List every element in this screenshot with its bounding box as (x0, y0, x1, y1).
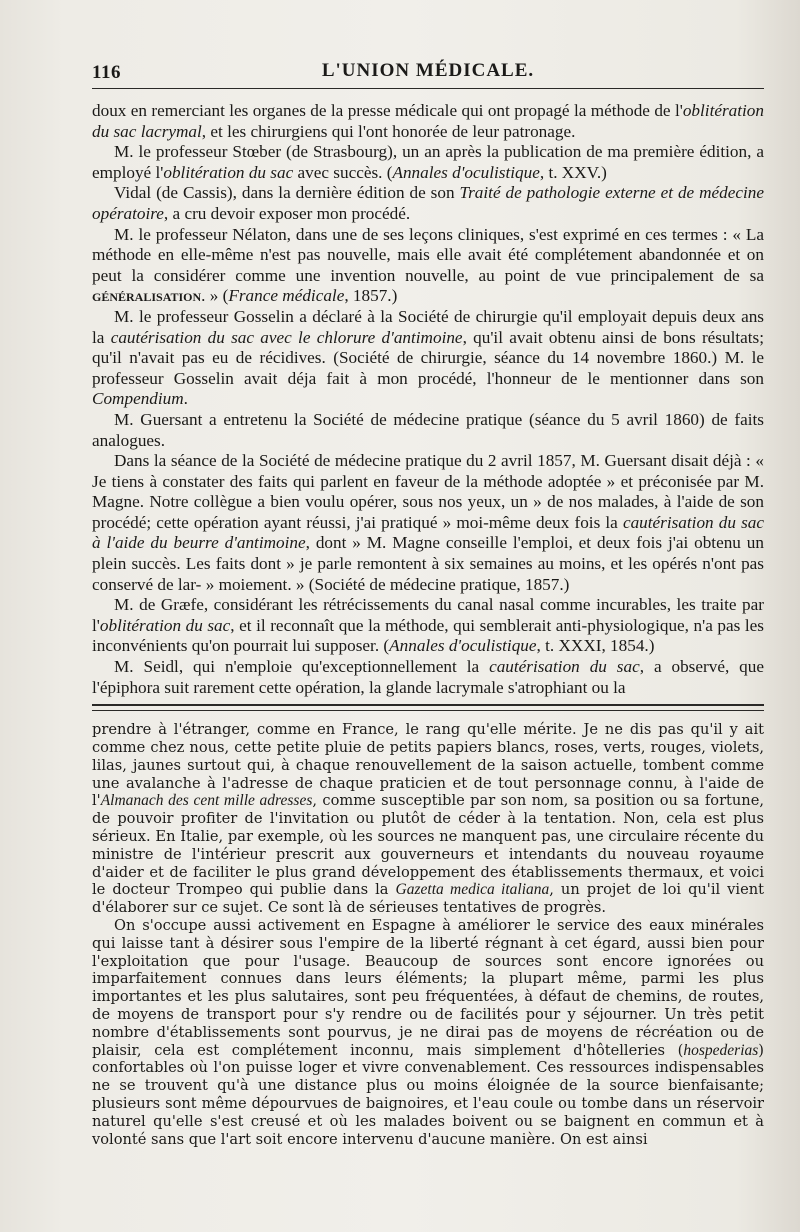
italic-term: hospederias (683, 1041, 759, 1059)
paragraph: M. Guersant a entretenu la Société de médecine pratique (séance du 5 avril 1860) de faits analogues. (92, 409, 764, 450)
paragraph: doux en remerciant les organes de la presse médicale qui ont propagé la méthode de l'oblitération du sac lacrymal, et les chirurgiens qui l'ont honorée de leur patronage. (92, 101, 764, 141)
italic-term: cautérisation du sac avec le chlorure d'antimoine (110, 327, 463, 347)
page-header (92, 58, 764, 89)
citation-title: France médicale (228, 286, 345, 306)
main-article (92, 101, 764, 698)
citation-title: Annales d'oculistique (389, 636, 537, 656)
feuilleton-divider (92, 704, 764, 711)
paragraph: M. de Græfe, considérant les rétrécissements du canal nasal comme incurables, les traite par l'oblitération du sac, et il reconnaît que la méthode, qui semblerait anti-physiologique, n'a pas les inconvénients qu'on pourrait lui supposer. (Annales d'oculistique, t. XXXI, 1854.) (92, 595, 764, 656)
italic-term: cautérisation du sac à l'aide du beurre d'antimoine (92, 512, 765, 553)
paragraph: Vidal (de Cassis), dans la dernière édition de son Traité de pathologie externe et de médecine opératoire, a cru devoir exposer mon procédé. (92, 183, 764, 223)
feuilleton-section (92, 721, 764, 1148)
italic-term: cautérisation du sac (489, 657, 640, 677)
italic-term: Almanach des cent mille adresses (100, 792, 313, 810)
paragraph: Dans la séance de la Société de médecine pratique du 2 avril 1857, M. Guersant disait déjà : « Je tiens à constater des faits qui parlent en faveur de la méthode adoptée » et préconisée par M. Magne. Notre collègue a bien voulu opérer, sous nos yeux, un » de nos malades, à l'aide de son procédé; cette opération ayant réussi, j'ai pratiqué » moi-même deux fois la cautérisation du sac à l'aide du beurre d'antimoine, dont » M. Magne conseille l'emploi, et deux fois j'ai obtenu un plein succès. Les faits dont » je parle remontent à six semaines au moins, et les opérés n'ont pas conservé de lar- » moiement. » (Société de médecine pratique, 1857.) (92, 451, 765, 594)
paragraph: M. Seidl, qui n'emploie qu'exceptionnellement la cautérisation du sac, a observé, que l'épiphora suit rarement cette opération, la glande lacrymale s'atrophiant ou la (92, 657, 764, 697)
citation-title: Annales d'oculistique (392, 162, 540, 182)
running-title: L'UNION MÉDICALE. (321, 60, 535, 81)
paragraph: M. le professeur Nélaton, dans une de ses leçons cliniques, s'est exprimé en ces termes : « La méthode en elle-même n'est pas nouvelle, mais elle avait été complétement abandonnée et on peut la considérer comme une invention nouvelle, au point de vue principalement de sa généralisation. » (France médicale, 1857.) (92, 224, 764, 306)
citation-title: Compendium (92, 389, 184, 409)
italic-term: oblitération du sac lacrymal (92, 101, 764, 141)
italic-term: oblitération du sac (99, 615, 231, 635)
paragraph: prendre à l'étranger, comme en France, le rang qu'elle mérite. Je ne dis pas qu'il y ait comme chez nous, cette petite pluie de petits papiers blancs, roses, verts, rouges, violets, lilas, jaunes surtout qui, à chaque renouvellement de la saison actuelle, tombent comme une avalanche à l'adresse de chaque praticien et de tout personnage connu, à l'aide de l'Almanach des cent mille adresses, comme susceptible par son nom, sa position ou sa fortune, de pouvoir profiter de l'invitation ou plutôt de céder à la tentation. Non, cela est plus sérieux. En Italie, par exemple, où les sources ne manquent pas, une circulaire récente du ministre de l'intérieur prescrit aux gouverneurs et intendants du nouveau royaume d'aider et de faciliter le plus grand développement des établissements thermaux, et voici le docteur Trompeo qui publie dans la Gazetta medica italiana, un projet de loi qu'il vient d'élaborer sur ce sujet. Ce sont là de sérieuses tentatives de progrès. (92, 721, 764, 917)
paragraph: M. le professeur Gosselin a déclaré à la Société de chirurgie qu'il employait depuis deux ans la cautérisation du sac avec le chlorure d'antimoine, qu'il avait obtenu ainsi de bons résultats; qu'il n'avait pas eu de récidives. (Société de chirurgie, séance du 14 novembre 1860.) M. le professeur Gosselin avait déja fait à mon procédé, l'honneur de le mentionner dans son Compendium. (92, 306, 764, 409)
citation-title: Traité de pathologie externe et de médecine opératoire (92, 183, 764, 223)
italic-term: oblitération du sac (163, 162, 294, 182)
paragraph: On s'occupe aussi activement en Espagne à améliorer le service des eaux minérales qui laisse tant à désirer sous l'empire de la liberté régnant à cet égard, aussi bien pour l'exploitation que pour l'usage. Beaucoup de sources sont encore ignorées ou imparfaitement connues dans leurs éléments; la plupart même, parmi les plus importantes et les plus salutaires, sont peu fréquentées, à défaut de chemins, de routes, de moyens de transport pour s'y rendre ou de facilités pour y séjourner. Un très petit nombre d'établissements sont pourvus, je ne dirai pas de moyens de récréation ou de plaisir, cela est complétement inconnu, mais simplement d'hôtelleries (hospederias) confortables où l'on puisse loger et vivre convenablement. Ces ressources indispensables ne se trouvent qu'à une distance plus ou moins éloignée de la source bienfaisante; plusieurs sont même dépourvues de baignoires, et l'eau coule ou tombe dans un réservoir naturel qu'elle s'est creusé et où les malades boivent ou se baignent en commun et à volonté sans que l'art soit encore intervenu d'aucune manière. On est ainsi (92, 916, 764, 1148)
page-number: 116 (92, 62, 121, 83)
small-caps-term: généralisation (92, 286, 202, 306)
citation-title: Gazetta medica italiana (395, 881, 550, 899)
paragraph: M. le professeur Stœber (de Strasbourg), un an après la publication de ma première édition, a employé l'oblitération du sac avec succès. (Annales d'oculistique, t. XXV.) (92, 142, 764, 182)
